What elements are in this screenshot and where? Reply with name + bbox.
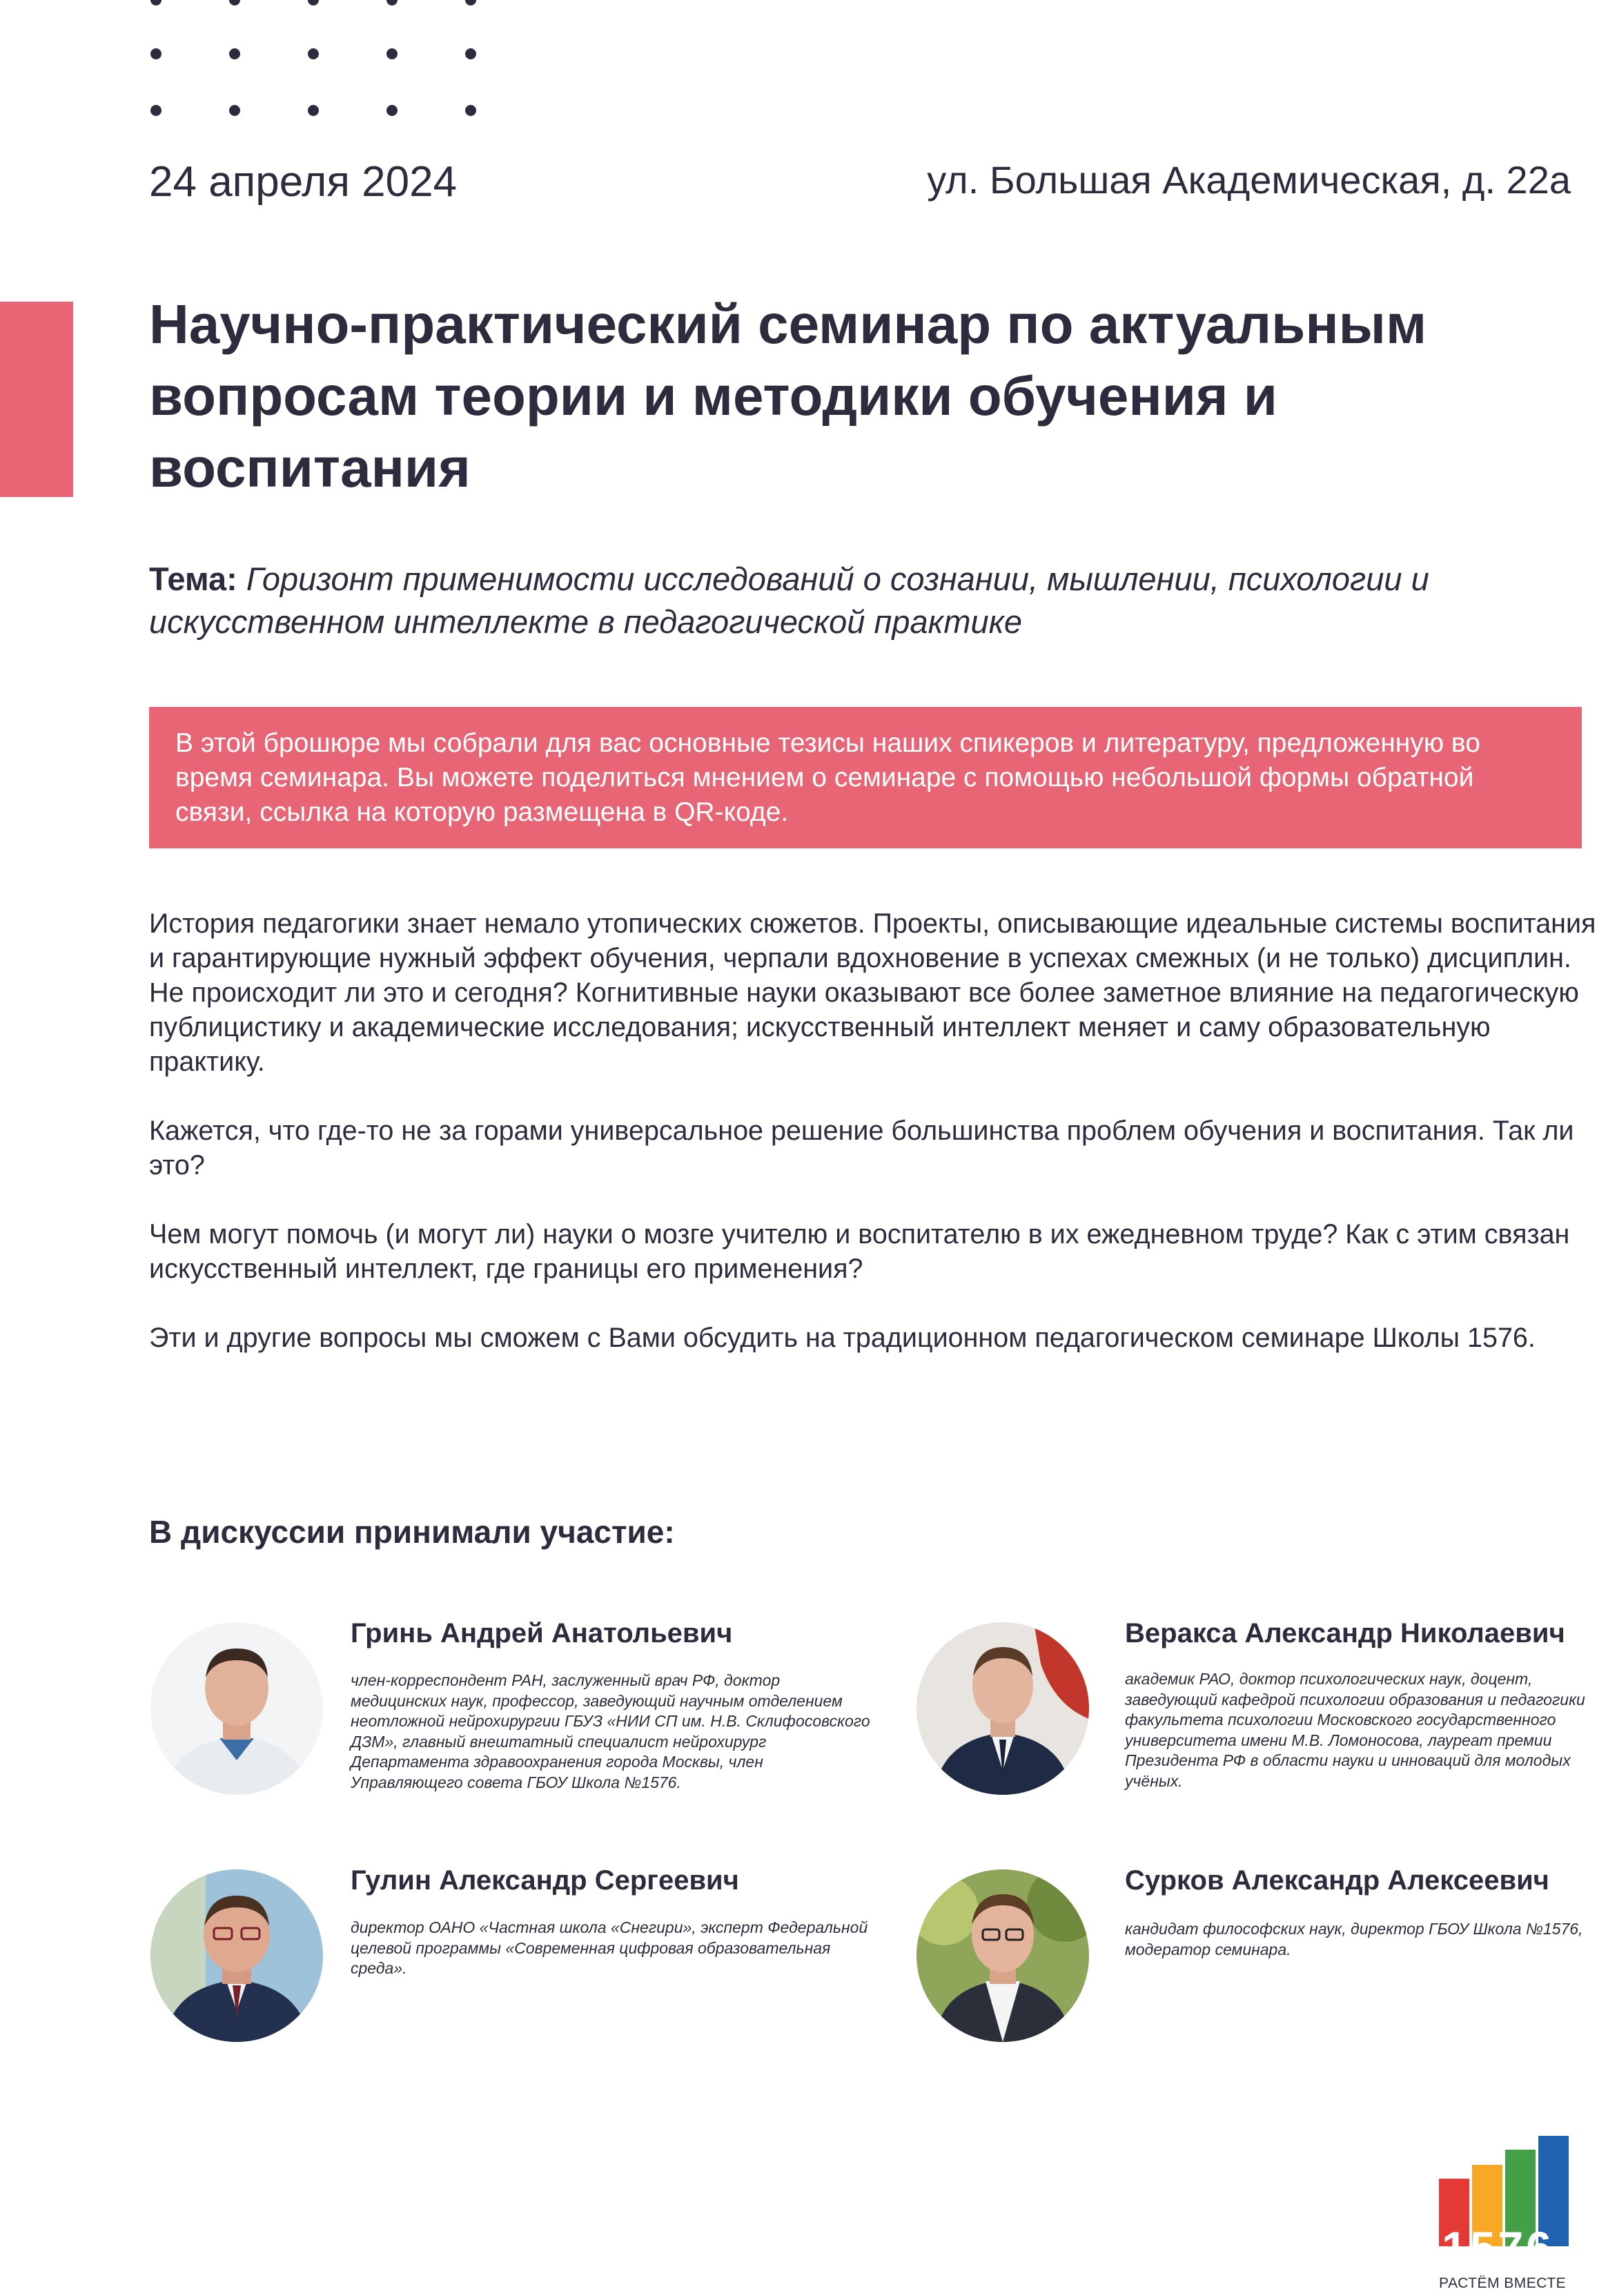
- avatar: [917, 1622, 1089, 1795]
- logo-number: 1576: [1442, 2222, 1554, 2273]
- accent-bar: [0, 302, 73, 497]
- participant-description: член-корреспондент РАН, заслуженный врач РФ, доктор медицинских наук, профессор, заведующий научным отделением неотложной нейрохирургии ГБУЗ «НИИ СП им. Н.В. Склифосовского ДЗМ», главный внештатный специалист нейрохирург Департамента здравоохранения города Москвы, член Управляющего совета ГБОУ Школа №1576.: [351, 1671, 870, 1791]
- participant-description: кандидат философских наук, директор ГБОУ Школа №1576, модератор семинара.: [1125, 1920, 1583, 1958]
- event-date: 24 апреля 2024: [149, 158, 458, 206]
- participant-description: академик РАО, доктор психологических наук, доцент, заведующий кафедрой психологии образования и педагогики факультета психологии Московского государственного университета имени М.В. Ломоносова, лауреат премии Президента РФ в области науки и инноваций для молодых учёных.: [1125, 1670, 1585, 1790]
- page-title: Научно-практический семинар по актуальным вопросам теории и методики обучения и воспитания: [149, 293, 1427, 498]
- info-box: В этой брошюре мы собрали для вас основные тезисы наших спикеров и литературу, предложенную во время семинара. Вы можете поделиться мнением о семинаре с помощью небольшой формы обратной связи, ссылка на которую размещена в QR-коде.: [149, 707, 1582, 848]
- body-paragraph: История педагогики знает немало утопических сюжетов. Проекты, описывающие идеальные системы воспитания и гарантирующие нужный эффект обучения, черпали вдохновение в успехах смежных (и не только) дисциплин. Не происходит ли это и сегодня? Когнитивные науки оказывают все более заметное влияние на педагогическую публицистику и академические исследования; искусственный интеллект меняет и саму образовательную практику.: [149, 908, 1596, 1077]
- participant-name: Гулин Александр Сергеевич: [351, 1865, 739, 1896]
- logo-tagline: РАСТЁМ ВМЕСТЕ: [1439, 2275, 1567, 2291]
- participant-name: Сурков Александр Алексеевич: [1125, 1865, 1549, 1896]
- body-paragraph: Кажется, что где-то не за горами универсальное решение большинства проблем обучения и воспитания. Так ли это?: [149, 1116, 1574, 1180]
- participants-heading: В дискуссии принимали участие:: [149, 1514, 675, 1550]
- avatar: [917, 1869, 1089, 2042]
- avatar: [150, 1622, 323, 1795]
- body-paragraph: Чем могут помочь (и могут ли) науки о мозге учителю и воспитателю в их ежедневном труде? Как с этим связан искусственный интеллект, где границы его применения?: [149, 1219, 1570, 1284]
- school-logo: [1439, 2137, 1577, 2296]
- event-address: ул. Большая Академическая, д. 22а: [927, 158, 1571, 202]
- topic: [149, 558, 1571, 643]
- participant-name: Гринь Андрей Анатольевич: [351, 1618, 733, 1648]
- body-text: [149, 906, 1598, 1390]
- participant-name: Веракса Александр Николаевич: [1125, 1618, 1565, 1648]
- avatar: [150, 1869, 323, 2042]
- topic-label: Тема:: [149, 561, 237, 597]
- body-paragraph: Эти и другие вопросы мы сможем с Вами обсудить на традиционном педагогическом семинаре Школы 1576.: [149, 1323, 1536, 1353]
- participant-description: директор ОАНО «Частная школа «Снегири», эксперт Федеральной целевой программы «Современная цифровая образовательная среда».: [351, 1918, 868, 1977]
- topic-text: Горизонт применимости исследований о сознании, мышлении, психологии и искусственном интеллекте в педагогической практике: [149, 561, 1429, 640]
